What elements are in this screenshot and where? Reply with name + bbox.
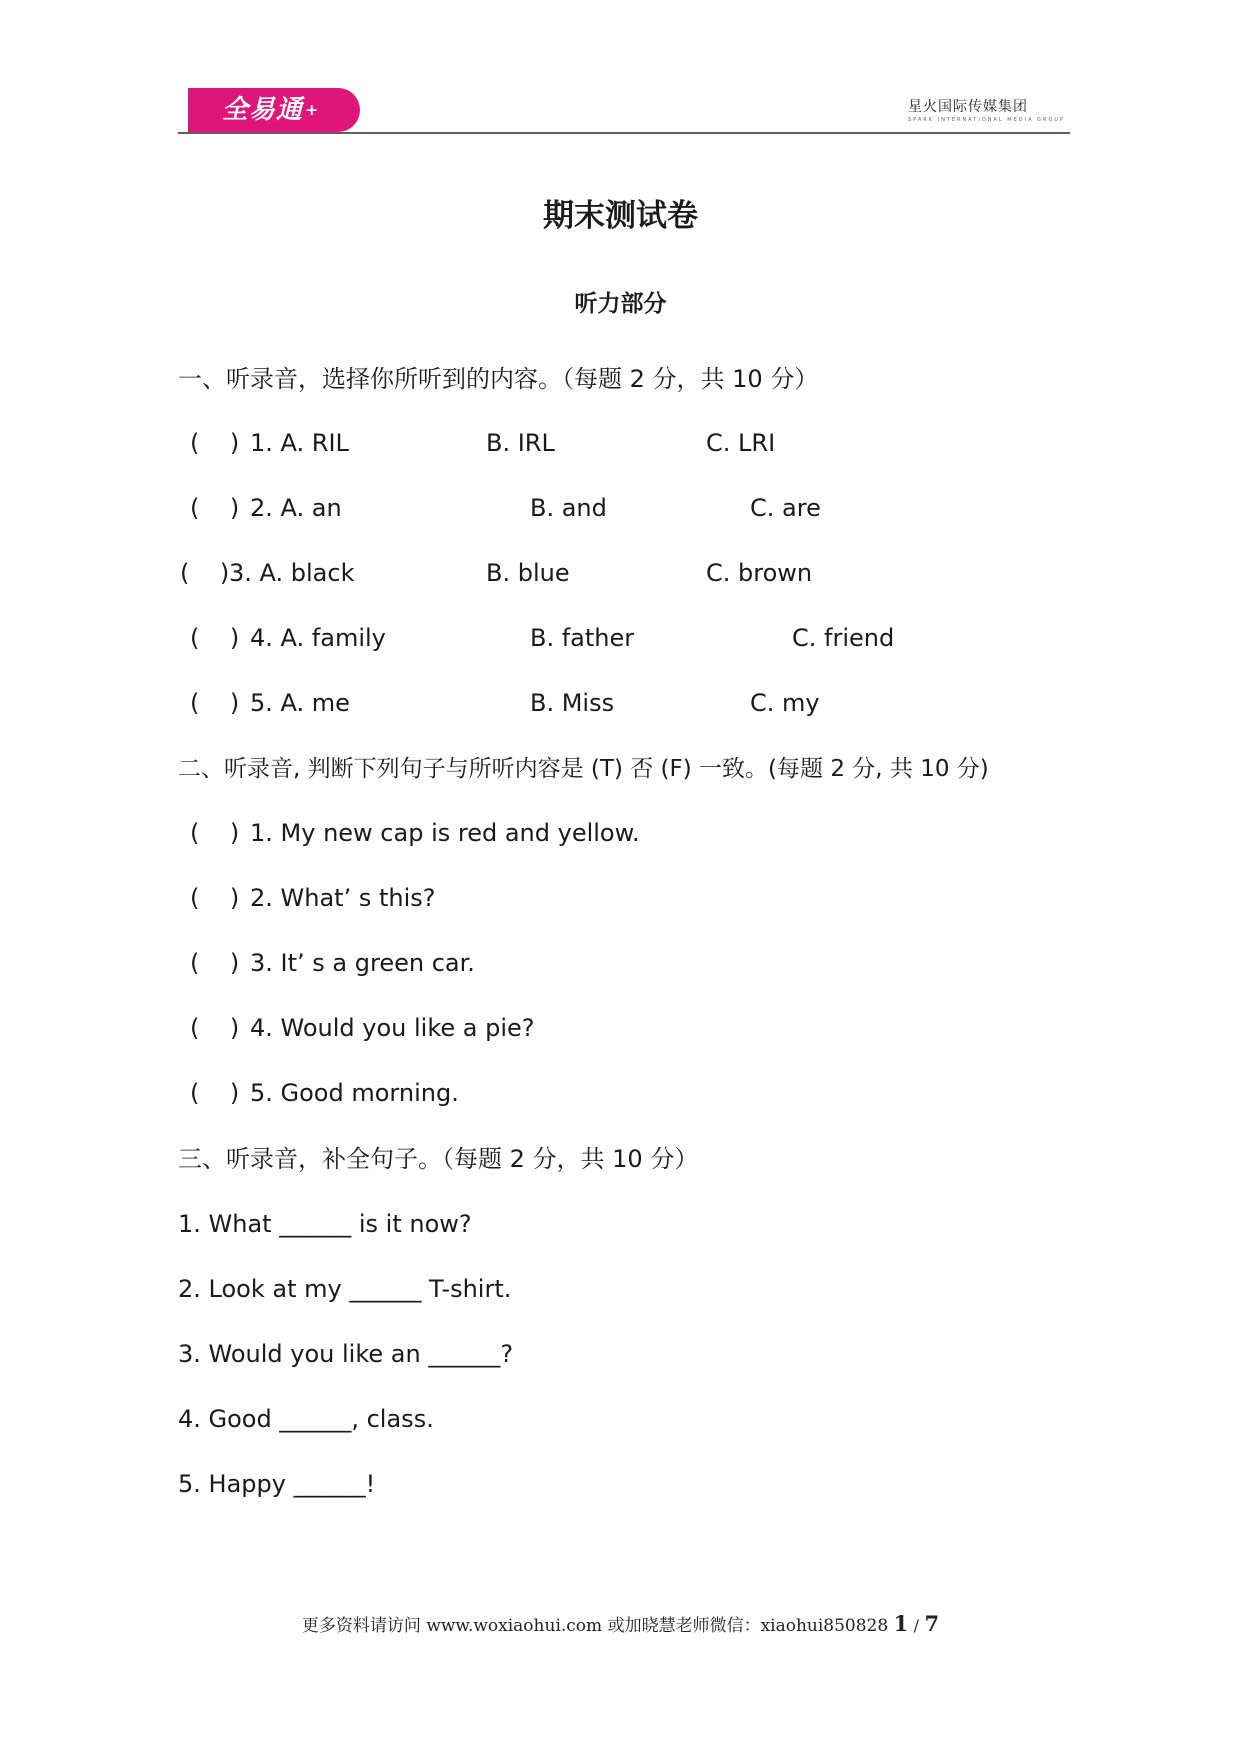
option-a: 1. A. RIL <box>250 429 349 457</box>
answer-paren: ( ) <box>190 884 240 912</box>
logo-star: + <box>305 100 320 119</box>
footer <box>0 1611 1241 1636</box>
fill-blank-sentence: 5. Happy ______! <box>178 1470 376 1498</box>
answer-paren: ( ) <box>190 1014 240 1042</box>
answer-paren: ( ) <box>190 689 240 717</box>
page-current: 1 <box>893 1611 909 1636</box>
option-a: 5. A. me <box>250 689 350 717</box>
brand-name: 星火国际传媒集团 <box>908 99 1028 115</box>
option-b: B. father <box>530 624 635 652</box>
answer-paren: ( ) <box>190 429 240 457</box>
option-c: C. my <box>750 689 820 717</box>
footer-text: 更多资料请访问 www.woxiaohui.com 或加晓慧老师微信：xiaohui850828 <box>301 1616 889 1636</box>
option-c: C. are <box>750 494 821 522</box>
option-a: 3. A. black <box>229 559 355 587</box>
option-a: 2. A. an <box>250 494 342 522</box>
option-b: B. Miss <box>530 689 615 717</box>
section3-heading: 三、听录音，补全句子。（每题 2 分，共 10 分） <box>178 1145 699 1173</box>
statement: 1. My new cap is red and yellow. <box>250 819 640 847</box>
option-c: C. friend <box>792 624 895 652</box>
statement: 4. Would you like a pie? <box>250 1014 535 1042</box>
section-subtitle: 听力部分 <box>574 291 667 317</box>
option-c: C. brown <box>706 559 813 587</box>
answer-paren: ( ) <box>190 494 240 522</box>
answer-paren: ( ) <box>190 949 240 977</box>
page-separator: / <box>913 1616 920 1635</box>
section2-heading: 二、听录音, 判断下列句子与所听内容是 (T) 否 (F) 一致。(每题 2 分, 共 10 分) <box>178 756 989 782</box>
fill-blank-sentence: 2. Look at my ______ T-shirt. <box>178 1275 512 1303</box>
answer-paren: ( ) <box>190 819 240 847</box>
answer-paren: ( ) <box>180 559 230 587</box>
option-b: B. IRL <box>486 429 555 457</box>
statement: 3. It’ s a green car. <box>250 949 475 977</box>
answer-paren: ( ) <box>190 624 240 652</box>
statement: 2. What’ s this? <box>250 884 436 912</box>
header-rule <box>178 132 1070 134</box>
option-c: C. LRI <box>706 429 776 457</box>
answer-paren: ( ) <box>190 1079 240 1107</box>
brand-subtitle: SPARK INTERNATIONAL MEDIA GROUP <box>908 117 1066 123</box>
section1-heading: 一、听录音，选择你所听到的内容。（每题 2 分，共 10 分） <box>178 365 819 393</box>
statement: 5. Good morning. <box>250 1079 459 1107</box>
option-b: B. and <box>530 494 607 522</box>
option-a: 4. A. family <box>250 624 386 652</box>
brand <box>908 96 1065 123</box>
page-title: 期末测试卷 <box>543 198 698 234</box>
logo <box>188 88 360 132</box>
fill-blank-sentence: 1. What ______ is it now? <box>178 1210 472 1238</box>
option-b: B. blue <box>486 559 570 587</box>
fill-blank-sentence: 3. Would you like an ______? <box>178 1340 514 1368</box>
page-total: 7 <box>924 1611 940 1636</box>
logo-text: 全易通 <box>222 95 304 125</box>
fill-blank-sentence: 4. Good ______, class. <box>178 1405 434 1433</box>
